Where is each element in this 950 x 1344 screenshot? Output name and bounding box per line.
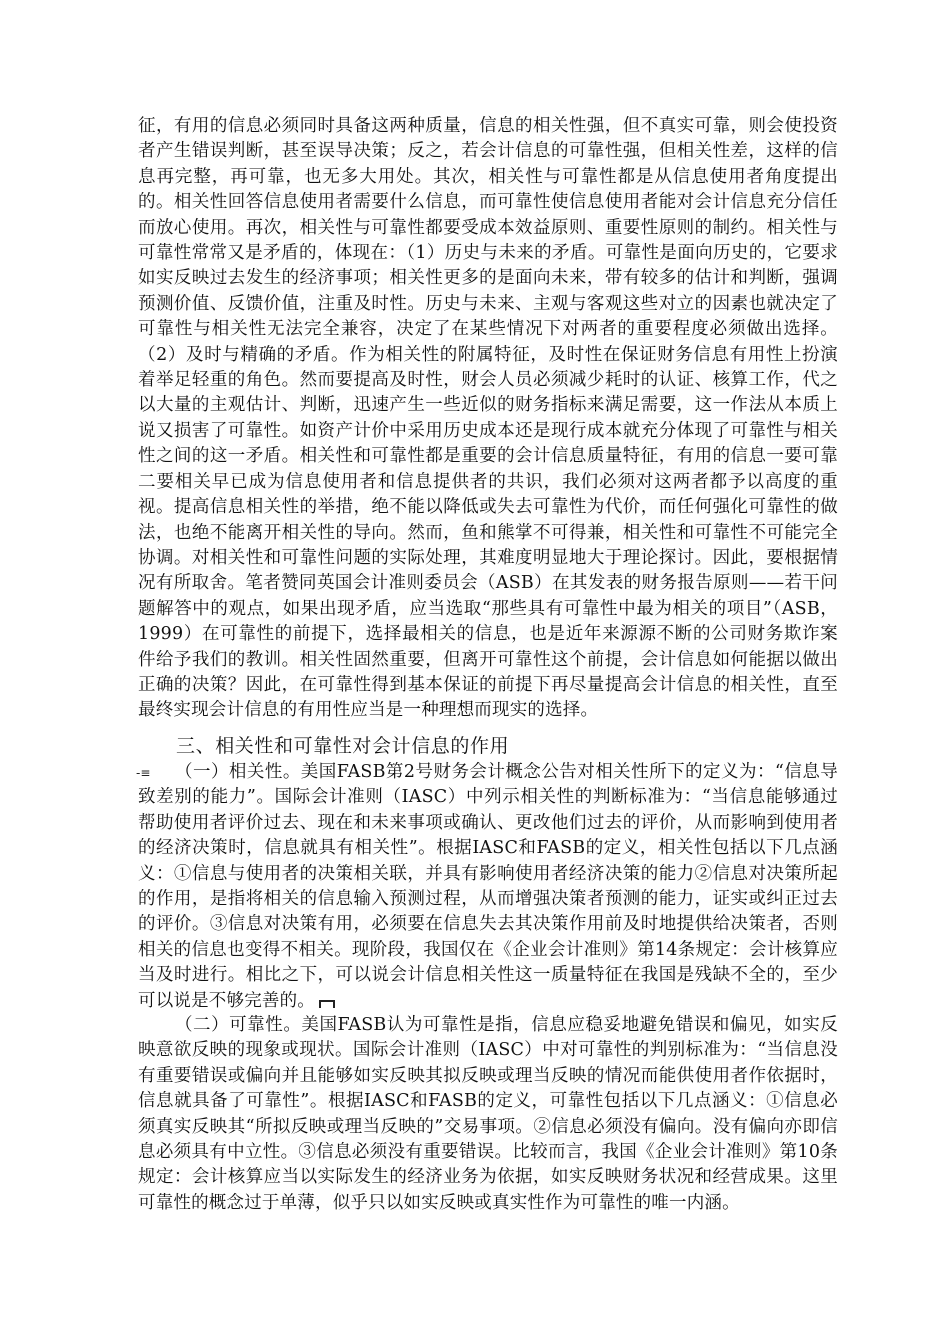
paragraph-text: （二）可靠性。美国FASB认为可靠性是指，信息应稳妥地避免错误和偏见，如实反映意欲反映的现象或现状。国际会计准则（IASC）中对可靠性的判别标准为：“当信息没有重要错误或偏向并且能够如实反映其拟反映或理当反映的情况而能供使用者作依据时，信息就具备了可靠性”。根据IASC和FASB的定义，可靠性包括以下几点涵义：①信息必须真实反映其“所拟反映或理当反映的”交易事项。②信息必须没有偏向。没有偏向亦即信息必须具有中立性。③信息必须没有重要错误。比较而言，我国《企业会计准则》第10条规定：会计核算应当以实际发生的经济业务为依据，如实反映财务状况和经营成果。这里可靠性的概念过于单薄，似乎只以如实反映或真实性作为可靠性的唯一内涵。 — [138, 1015, 838, 1213]
margin-mark: -≡ — [136, 766, 151, 780]
paragraph-relevance-reliability-conflict — [138, 114, 838, 724]
section-heading: 三、相关性和可靠性对会计信息的作用 — [176, 735, 510, 757]
end-mark-icon — [319, 1000, 335, 1008]
paragraph-relevance — [138, 760, 838, 1014]
paragraph-text: （一）相关性。美国FASB第2号财务会计概念公告对相关性所下的定义为：“信息导致差别的能力”。国际会计准则（IASC）中列示相关性的判断标准为：“当信息能够通过帮助使用者评价过去、现在和未来事项或确认、更改他们过去的评价，从而影响到使用者的经济决策时，信息就具有相关性”。根据IASC和FASB的定义，相关性包括以下几点涵义：①信息与使用者的决策相关联，并具有影响使用者经济决策的能力②信息对决策所起的作用，是指将相关的信息输入预测过程，从而增强决策者预测的能力，证实或纠正过去的评价。③信息对决策有用，必须要在信息失去其决策作用前及时地提供给决策者，否则相关的信息也变得不相关。现阶段，我国仅在《企业会计准则》第14条规定：会计核算应当及时进行。相比之下，可以说会计信息相关性这一质量特征在我国是残缺不全的，至少可以说是不够完善的。 — [138, 762, 838, 1011]
paragraph-reliability — [138, 1013, 838, 1216]
paragraph-text: 征，有用的信息必须同时具备这两种质量，信息的相关性强，但不真实可靠，则会使投资者产生错误判断，甚至误导决策；反之，若会计信息的可靠性强，但相关性差，这样的信息再完整，再可靠，也无多大用处。其次，相关性与可靠性都是从信息使用者角度提出的。相关性回答信息使用者需要什么信息，而可靠性使信息使用者能对会计信息充分信任而放心使用。再次，相关性与可靠性都要受成本效益原则、重要性原则的制约。相关性与可靠性常常又是矛盾的，体现在：（1）历史与未来的矛盾。可靠性是面向历史的，它要求如实反映过去发生的经济事项；相关性更多的是面向未来，带有较多的估计和判断，强调预测价值、反馈价值，注重及时性。历史与未来、主观与客观这些对立的因素也就决定了可靠性与相关性无法完全兼容，决定了在某些情况下对两者的重要程度必须做出选择。（2）及时与精确的矛盾。作为相关性的附属特征，及时性在保证财务信息有用性上扮演着举足轻重的角色。然而要提高及时性，财会人员必须减少耗时的认证、核算工作，代之以大量的主观估计、判断，迅速产生一些近似的财务指标来满足需要，这一作法从本质上说又损害了可靠性。如资产计价中采用历史成本还是现行成本就充分体现了可靠性与相关性之间的这一矛盾。相关性和可靠性都是重要的会计信息质量特征，有用的信息一要可靠二要相关早已成为信息使用者和信息提供者的共识，我们必须对这两者都予以高度的重视。提高信息相关性的举措，绝不能以降低或失去可靠性为代价，而任何强化可靠性的做法，也绝不能离开相关性的导向。然而，鱼和熊掌不可得兼，相关性和可靠性不可能完全协调。对相关性和可靠性问题的实际处理，其难度明显地大于理论探讨。因此，要根据情况有所取舍。笔者赞同英国会计准则委员会（ASB）在其发表的财务报告原则——若干问题解答中的观点，如果出现矛盾，应当选取“那些具有可靠性中最为相关的项目”（ASB，1999）在可靠性的前提下，选择最相关的信息，也是近年来源源不断的公司财务欺诈案件给予我们的教训。相关性固然重要，但离开可靠性这个前提，会计信息如何能据以做出正确的决策？因此，在可靠性得到基本保证的前提下再尽量提高会计信息的相关性，直至最终实现会计信息的有用性应当是一种理想而现实的选择。 — [138, 116, 838, 721]
